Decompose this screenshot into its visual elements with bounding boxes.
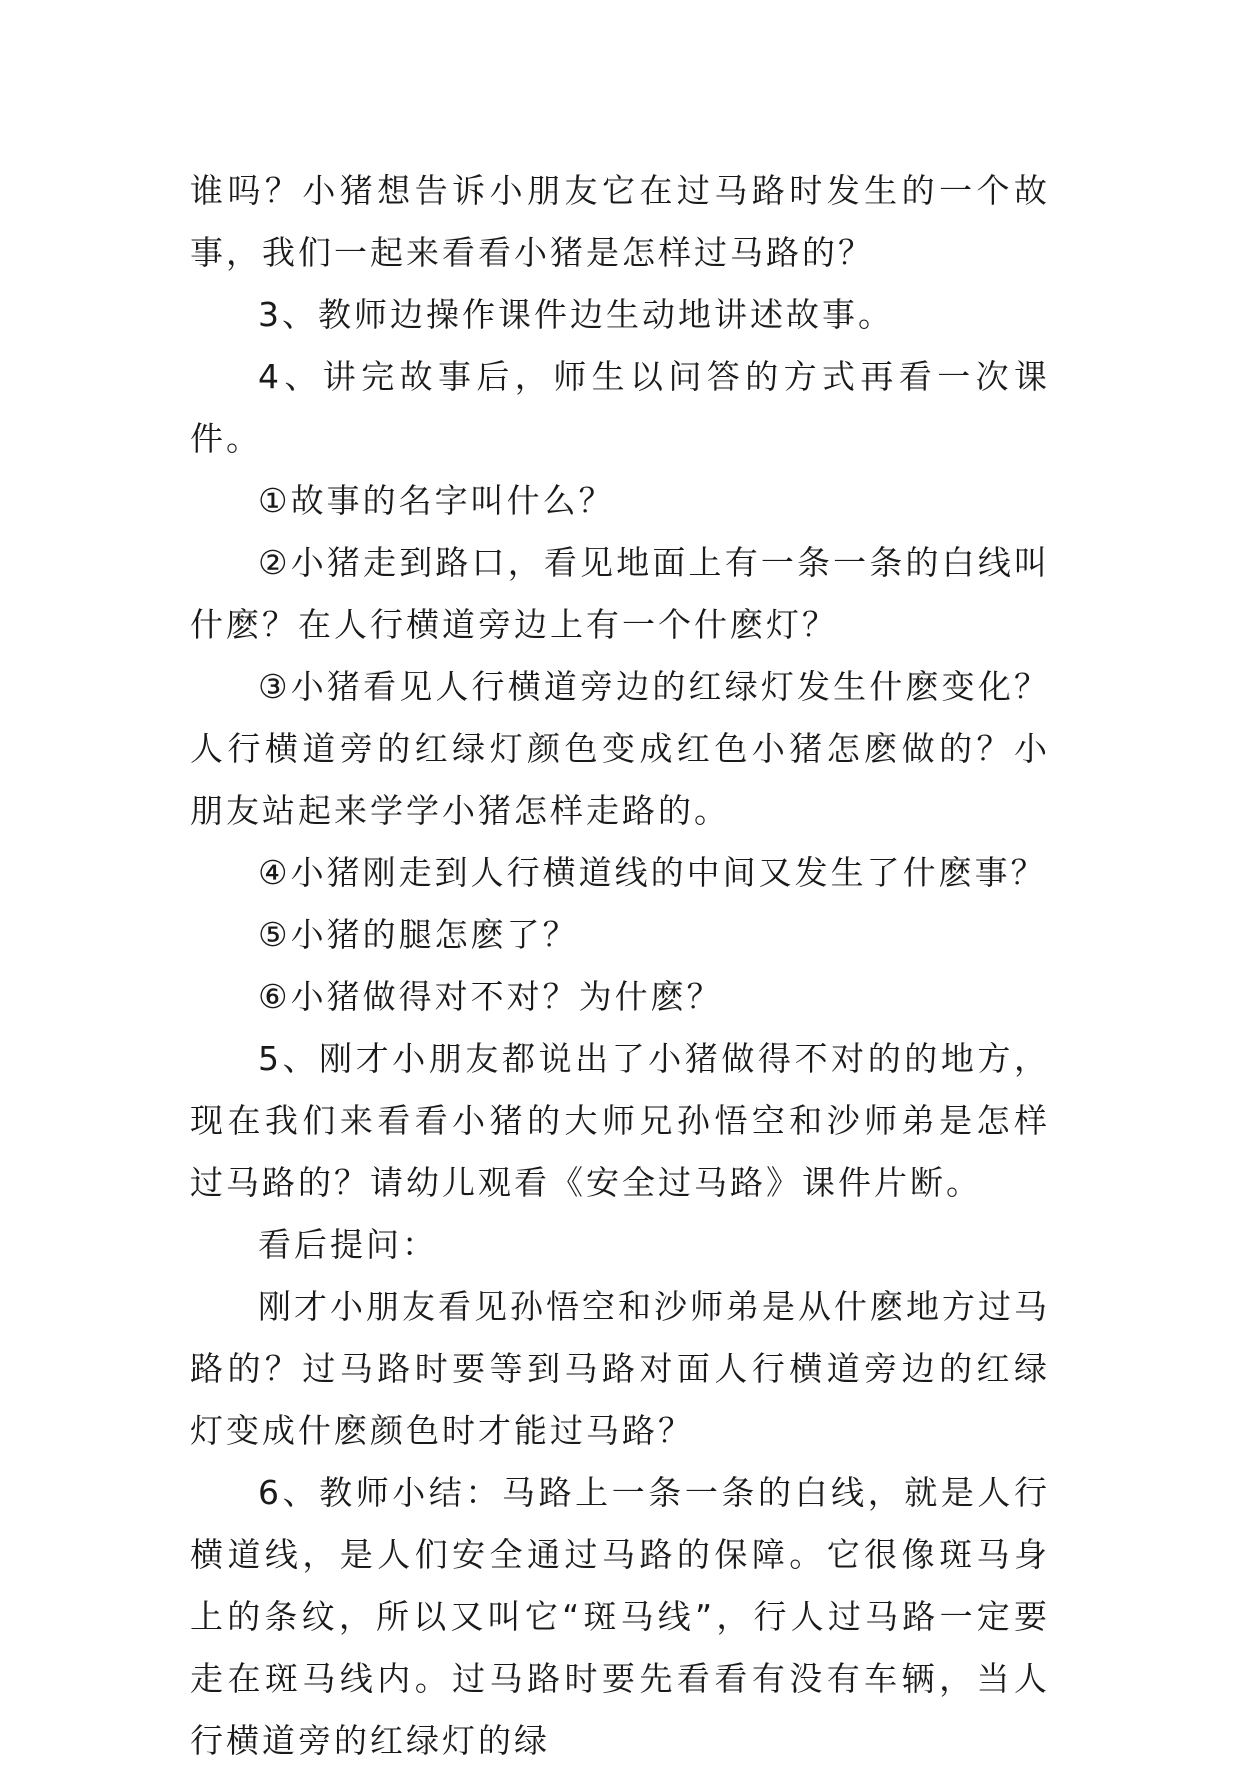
question-item: ⑤小猪的腿怎麽了？ — [258, 915, 579, 954]
question-item: ②小猪走到路口，看见地面上有一条一条的白线叫什麽？在人行横道旁边上有一个什麽灯？ — [190, 543, 1050, 644]
paragraph: 看后提问： — [258, 1225, 438, 1264]
question-item: ⑥小猪做得对不对？为什麽？ — [258, 977, 723, 1016]
question-item: ③小猪看见人行横道旁边的红绿灯发生什麽变化？人行横道旁的红绿灯颜色变成红色小猪怎麽做的？小朋友站起来学学小猪怎样走路的。 — [190, 667, 1050, 830]
document-body — [190, 160, 1050, 1772]
paragraph: 刚才小朋友看见孙悟空和沙师弟是从什麽地方过马路的？过马路时要等到马路对面人行横道旁边的红绿灯变成什麽颜色时才能过马路？ — [190, 1287, 1050, 1450]
paragraph: 谁吗？小猪想告诉小朋友它在过马路时发生的一个故事，我们一起来看看小猪是怎样过马路的？ — [190, 171, 1050, 272]
paragraph: 6、教师小结：马路上一条一条的白线，就是人行横道线，是人们安全通过马路的保障。它很像斑马身上的条纹，所以又叫它“斑马线”，行人过马路一定要走在斑马线内。过马路时要先看看有没有车辆，当人行横道旁的红绿灯的绿 — [190, 1473, 1050, 1760]
paragraph: 4、讲完故事后，师生以问答的方式再看一次课件。 — [190, 357, 1050, 458]
paragraph: 3、教师边操作课件边生动地讲述故事。 — [258, 295, 894, 334]
question-item: ①故事的名字叫什么？ — [258, 481, 615, 520]
question-item: ④小猪刚走到人行横道线的中间又发生了什麽事？ — [258, 853, 1047, 892]
paragraph: 5、刚才小朋友都说出了小猪做得不对的的地方，现在我们来看看小猪的大师兄孙悟空和沙师弟是怎样过马路的？请幼儿观看《安全过马路》课件片断。 — [190, 1039, 1050, 1202]
